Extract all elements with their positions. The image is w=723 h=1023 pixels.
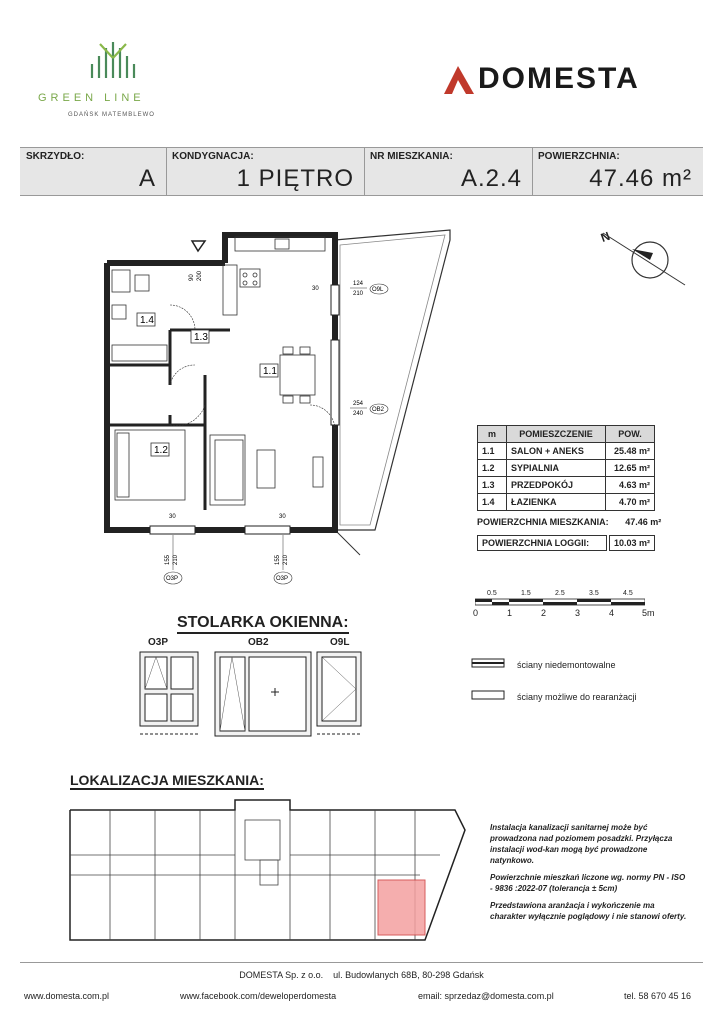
dim-30a: 30 xyxy=(312,286,319,292)
windows-drawing xyxy=(135,648,375,738)
loggia-outline xyxy=(335,230,450,530)
greenline-name: GREEN LINE xyxy=(38,92,145,104)
total-area-value: 47.46 m² xyxy=(625,517,662,527)
dim-155a: 155 xyxy=(165,554,171,565)
note-norm: Powierzchnie mieszkań liczone wg. normy PN - ISO - 9836 :2022-07 (tolerancja ± 5cm) xyxy=(490,873,686,893)
footer-address: ul. Budowlanych 68B, 80-298 Gdańsk xyxy=(333,970,484,980)
entry-arrow-icon xyxy=(192,241,205,251)
window-label-ob2: OB2 xyxy=(248,637,269,648)
location-title: LOKALIZACJA MIESZKANIA: xyxy=(70,772,264,788)
floor-plan xyxy=(95,225,475,590)
footer-company: DOMESTA Sp. z o.o. xyxy=(239,970,324,980)
footer-email-link[interactable]: email: sprzedaz@domesta.com.pl xyxy=(418,991,554,1001)
greenline-logo-icon xyxy=(88,38,138,80)
loggia-area-value: 10.03 m² xyxy=(609,535,655,551)
footer-web-link[interactable]: www.domesta.com.pl xyxy=(24,991,110,1001)
wing-cell xyxy=(20,148,167,195)
window-label-o3p: O3P xyxy=(148,637,169,648)
info-bar xyxy=(20,147,703,196)
dim-155b: 155 xyxy=(275,554,281,565)
area-cell xyxy=(532,148,702,195)
windows-title: STOLARKA OKIENNA: xyxy=(177,614,349,634)
room-label-1-4: 1.4 xyxy=(140,315,154,326)
room-label-1-1: 1.1 xyxy=(263,366,277,377)
dim-30c: 30 xyxy=(279,514,286,520)
header-area: POW. xyxy=(606,426,655,443)
wing-value: A xyxy=(138,165,156,192)
total-area-label: POWIERZCHNIA MIESZKANIA: xyxy=(477,517,609,527)
note-disclaimer: Przedstawiona aranżacja i wykończenie ma charakter wyłącznie poglądowy i nie stanowi oferty. xyxy=(490,901,687,921)
room-label-1-3: 1.3 xyxy=(194,332,208,343)
wing-label: SKRZYDŁO: xyxy=(26,151,85,162)
table-row: 1.4 ŁAZIENKA 4.70 m² xyxy=(478,494,655,511)
header-m: m xyxy=(478,426,507,443)
loggia-area-row xyxy=(477,535,655,551)
apt-cell xyxy=(364,148,533,195)
dim-210b: 210 xyxy=(173,554,179,565)
greenline-subtitle: GDAŃSK MATEMBLEWO xyxy=(68,112,155,118)
tag-ob2: OB2 xyxy=(372,407,385,413)
compass-icon xyxy=(595,225,690,295)
apt-value: A.2.4 xyxy=(460,165,522,192)
legend-item-2: ściany możliwe do rearanżacji xyxy=(517,692,637,702)
table-row: 1.1 SALON + ANEKS 25.48 m² xyxy=(478,443,655,460)
tag-o3p-a: O3P xyxy=(166,576,179,582)
note-installation: Instalacja kanalizacji sanitarnej może być prowadzona nad poziomem posadzki. Przyłącza instalacji wod-kan mogą być prowadzone natynkowo. xyxy=(490,823,673,865)
window-label-o9l: O9L xyxy=(330,637,350,648)
footer-divider xyxy=(20,962,703,963)
floor-label: KONDYGNACJA: xyxy=(172,151,254,162)
domesta-name: DOMESTA xyxy=(478,62,640,95)
dim-30b: 30 xyxy=(169,514,176,520)
total-area-row xyxy=(477,517,661,527)
tag-o9l: O9L xyxy=(372,287,384,293)
domesta-logo-icon xyxy=(444,66,474,94)
apartment-highlight xyxy=(378,880,425,935)
legend-swatches xyxy=(470,657,510,707)
dim-90: 90 xyxy=(189,274,195,281)
apt-label: NR MIESZKANIA: xyxy=(370,151,453,162)
loggia-inner xyxy=(340,235,445,525)
header-room: POMIESZCZENIE xyxy=(507,426,606,443)
table-row: 1.2 SYPIALNIA 12.65 m² xyxy=(478,460,655,477)
footer-company-line xyxy=(20,970,703,980)
floor-value: 1 PIĘTRO xyxy=(236,165,354,192)
table-row: 1.3 PRZEDPOKÓJ 4.63 m² xyxy=(478,477,655,494)
floor-cell xyxy=(166,148,365,195)
room-table xyxy=(477,425,655,511)
notes xyxy=(490,822,690,928)
dim-210a: 210 xyxy=(353,291,364,297)
area-label: POWIERZCHNIA: xyxy=(538,151,620,162)
dim-200: 200 xyxy=(197,270,203,281)
room-table-header xyxy=(478,426,655,443)
svg-text:N: N xyxy=(598,228,612,245)
dim-240: 240 xyxy=(353,411,364,417)
area-value: 47.46 m² xyxy=(589,165,692,192)
dim-210c: 210 xyxy=(283,554,289,565)
legend-item-1: ściany niedemontowalne xyxy=(517,660,616,670)
loggia-edge xyxy=(335,530,360,555)
footer-phone: tel. 58 670 45 16 xyxy=(624,991,692,1001)
room-label-1-2: 1.2 xyxy=(154,445,168,456)
loggia-area-label: POWIERZCHNIA LOGGII: xyxy=(477,535,607,551)
dim-124: 124 xyxy=(353,281,364,287)
tag-o3p-b: O3P xyxy=(276,576,289,582)
dim-254: 254 xyxy=(353,401,364,407)
footer-facebook-link[interactable]: www.facebook.com/deweloperdomesta xyxy=(180,991,337,1001)
building-location-map xyxy=(60,795,470,945)
scale-bar: 0.5 1.5 2.5 3.5 4.5 0 1 2 3 4 5m xyxy=(473,590,655,618)
